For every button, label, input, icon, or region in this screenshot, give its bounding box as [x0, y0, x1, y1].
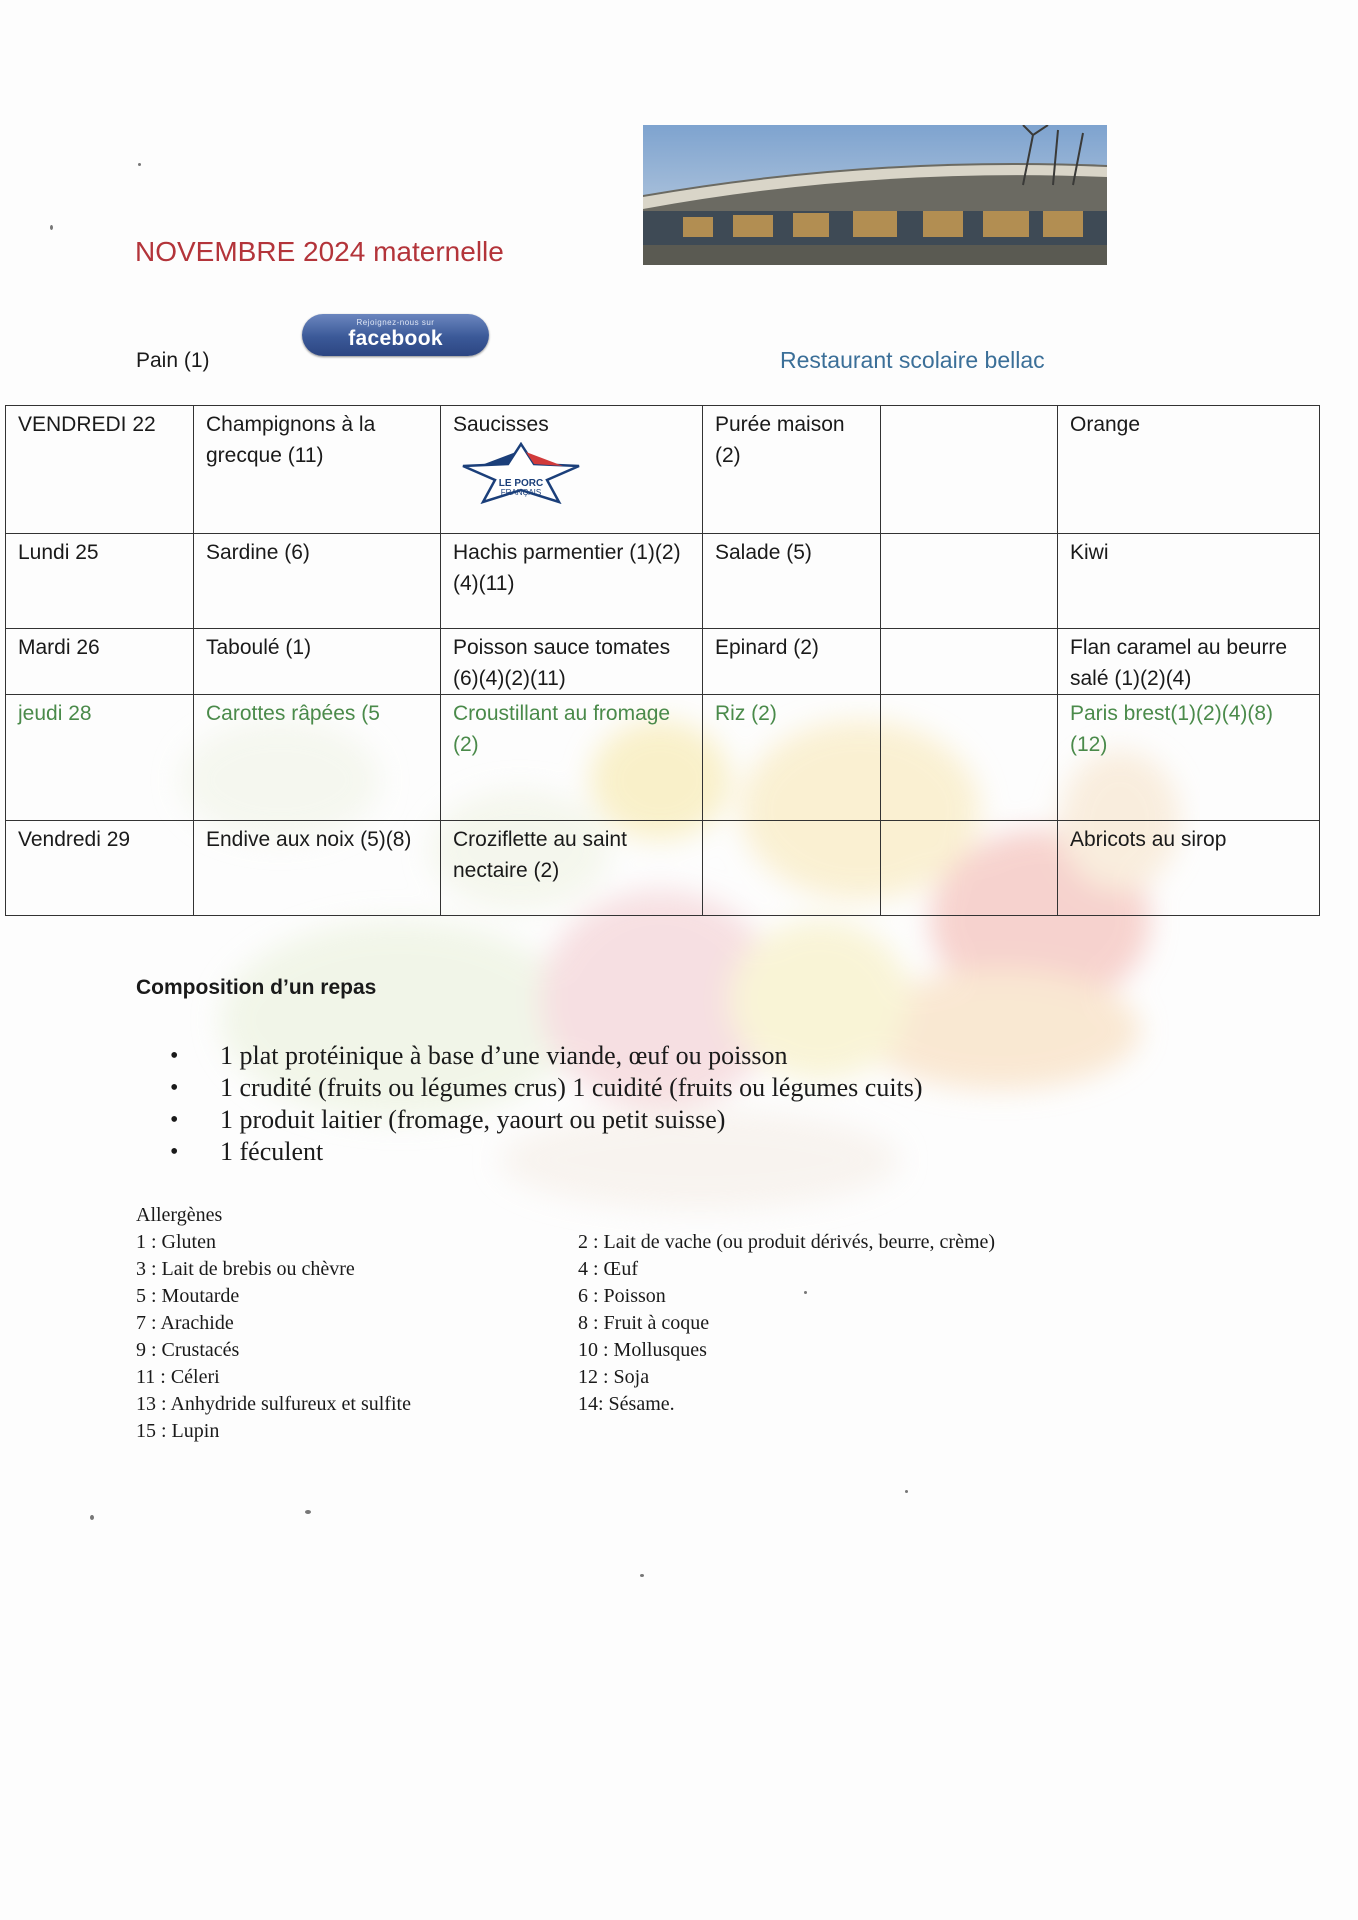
list-item: 1 : Gluten — [136, 1231, 216, 1253]
svg-text:FRANÇAIS: FRANÇAIS — [500, 488, 542, 497]
entree-cell: Champignons à la grecque (11) — [194, 406, 441, 534]
list-item: • 1 féculent — [220, 1136, 923, 1168]
menu-table — [5, 405, 1320, 916]
list-item: 11 : Céleri — [136, 1366, 220, 1388]
entree-cell: Carottes râpées (5 — [194, 695, 441, 821]
list-item: • 1 plat protéinique à base d’une viande, œuf ou poisson — [220, 1040, 923, 1072]
allergenes-column-odd — [136, 1229, 411, 1445]
dessert-cell: Paris brest(1)(2)(4)(8)(12) — [1058, 695, 1320, 821]
scan-speck — [50, 225, 53, 230]
empty-cell — [881, 695, 1058, 821]
table-row — [6, 534, 1320, 629]
empty-cell — [881, 534, 1058, 629]
plat-cell: Croustillant au fromage (2) — [441, 695, 703, 821]
day-cell: Vendredi 29 — [6, 821, 194, 916]
facebook-badge[interactable] — [302, 314, 489, 356]
restaurant-name: Restaurant scolaire bellac — [780, 347, 1045, 373]
scan-speck — [305, 1510, 311, 1514]
composition-list — [170, 1040, 923, 1168]
garniture-cell: Purée maison (2) — [703, 406, 881, 534]
list-item: • 1 crudité (fruits ou légumes crus) 1 cuidité (fruits ou légumes cuits) — [220, 1072, 923, 1104]
list-item: 13 : Anhydride sulfureux et sulfite — [136, 1393, 411, 1415]
day-cell: jeudi 28 — [6, 695, 194, 821]
garniture-cell — [703, 821, 881, 916]
list-item: 5 : Moutarde — [136, 1285, 240, 1307]
facebook-badge-tagline: Rejoignez-nous sur — [356, 318, 435, 327]
scan-speck — [138, 163, 141, 166]
table-row — [6, 406, 1320, 534]
entree-cell: Taboulé (1) — [194, 629, 441, 695]
list-item: 9 : Crustacés — [136, 1339, 240, 1361]
scan-speck — [640, 1574, 644, 1577]
restaurant-photo — [643, 125, 1107, 265]
list-item: 12 : Soja — [578, 1366, 650, 1388]
list-item: 6 : Poisson — [578, 1285, 666, 1307]
entree-cell: Sardine (6) — [194, 534, 441, 629]
day-cell: Lundi 25 — [6, 534, 194, 629]
plat-label: Saucisses — [453, 413, 549, 436]
dessert-cell: Orange — [1058, 406, 1320, 534]
list-item: 2 : Lait de vache (ou produit dérivés, beurre, crème) — [578, 1231, 996, 1253]
list-item: 8 : Fruit à coque — [578, 1312, 710, 1334]
empty-cell — [881, 406, 1058, 534]
garniture-cell: Epinard (2) — [703, 629, 881, 695]
table-row — [6, 695, 1320, 821]
scan-speck — [804, 1291, 807, 1294]
list-item: 15 : Lupin — [136, 1420, 220, 1442]
list-item: 4 : Œuf — [578, 1258, 638, 1280]
dessert-cell: Flan caramel au beurre salé (1)(2)(4) — [1058, 629, 1320, 695]
facebook-badge-label: facebook — [348, 327, 443, 350]
plat-cell: Poisson sauce tomates (6)(4)(2)(11) — [441, 629, 703, 695]
dessert-cell: Kiwi — [1058, 534, 1320, 629]
scan-speck — [905, 1490, 908, 1493]
pain-note: Pain (1) — [136, 349, 210, 372]
scan-speck — [90, 1515, 94, 1520]
allergenes-column-even — [578, 1229, 995, 1418]
table-row — [6, 629, 1320, 695]
svg-text:LE PORC: LE PORC — [498, 478, 544, 489]
page-title: NOVEMBRE 2024 maternelle — [135, 236, 504, 267]
plat-cell: Hachis parmentier (1)(2)(4)(11) — [441, 534, 703, 629]
list-item: 3 : Lait de brebis ou chèvre — [136, 1258, 355, 1280]
dessert-cell: Abricots au sirop — [1058, 821, 1320, 916]
day-cell: VENDREDI 22 — [6, 406, 194, 534]
plat-cell: Croziflette au saint nectaire (2) — [441, 821, 703, 916]
list-item: • 1 produit laitier (fromage, yaourt ou petit suisse) — [220, 1104, 923, 1136]
garniture-cell: Salade (5) — [703, 534, 881, 629]
composition-title: Composition d’un repas — [136, 976, 377, 999]
list-item: 14: Sésame. — [578, 1393, 675, 1415]
empty-cell — [881, 821, 1058, 916]
entree-cell: Endive aux noix (5)(8) — [194, 821, 441, 916]
le-porc-francais-logo — [461, 442, 581, 504]
allergenes-title: Allergènes — [136, 1204, 223, 1226]
day-cell: Mardi 26 — [6, 629, 194, 695]
garniture-cell: Riz (2) — [703, 695, 881, 821]
list-item: 10 : Mollusques — [578, 1339, 707, 1361]
plat-cell — [441, 406, 703, 534]
empty-cell — [881, 629, 1058, 695]
table-row — [6, 821, 1320, 916]
list-item: 7 : Arachide — [136, 1312, 234, 1334]
